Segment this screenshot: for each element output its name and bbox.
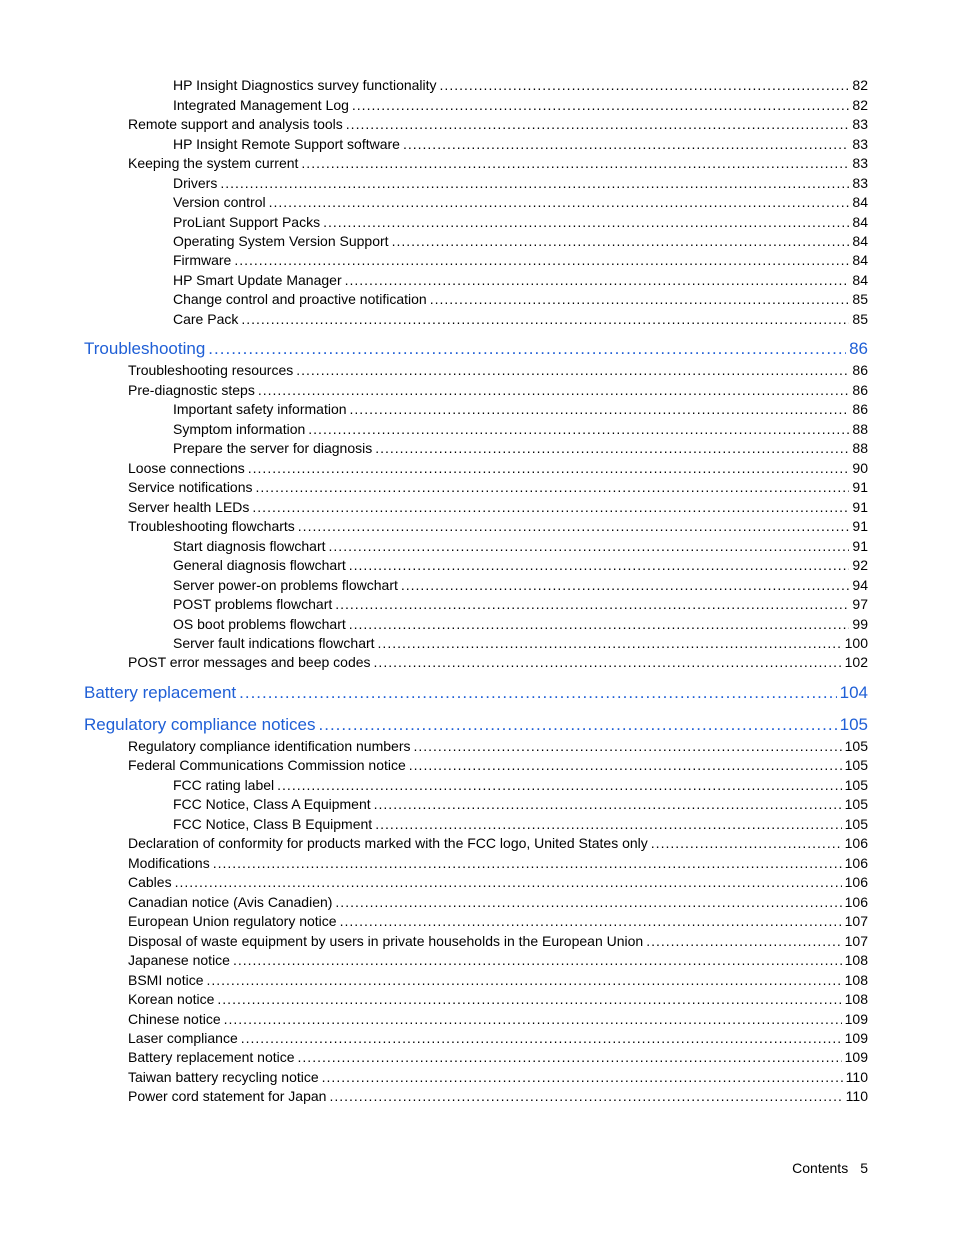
toc-dot-leader (378, 633, 842, 653)
toc-entry-page: 84 (852, 214, 868, 230)
toc-entry-page: 105 (839, 715, 868, 734)
toc-dot-leader (217, 989, 841, 1009)
toc-entry[interactable] (128, 516, 868, 536)
toc-entry[interactable] (173, 555, 868, 575)
toc-dot-leader (323, 212, 849, 232)
toc-entry[interactable] (128, 114, 868, 134)
toc-dot-leader (277, 775, 841, 795)
toc-dot-leader (296, 360, 849, 380)
toc-entry-title: HP Insight Remote Support software (173, 136, 400, 152)
toc-entry-title: Symptom information (173, 421, 306, 437)
toc-entry-title: Regulatory compliance identification numbers (128, 738, 411, 754)
toc-dot-leader (241, 1028, 842, 1048)
toc-entry-title: Prepare the server for diagnosis (173, 440, 373, 456)
toc-entry-title: BSMI notice (128, 972, 204, 988)
toc-entry[interactable] (128, 950, 868, 970)
toc-dot-leader (392, 231, 850, 251)
toc-entry-page: 105 (844, 757, 868, 773)
toc-entry-title: Canadian notice (Avis Canadien) (128, 894, 333, 910)
toc-entry-page: 84 (852, 272, 868, 288)
toc-entry-title: Server power-on problems flowchart (173, 577, 398, 593)
toc-entry-title: Loose connections (128, 460, 245, 476)
toc-entry-title: General diagnosis flowchart (173, 557, 346, 573)
toc-dot-leader (375, 814, 841, 834)
toc-entry-title: Troubleshooting flowcharts (128, 518, 295, 534)
toc-entry-title: Important safety information (173, 401, 347, 417)
toc-dot-leader (335, 594, 849, 614)
toc-entry-page: 84 (852, 233, 868, 249)
toc-entry[interactable] (128, 970, 868, 990)
toc-dot-leader (440, 75, 850, 95)
toc-entry-title: Remote support and analysis tools (128, 116, 343, 132)
toc-entry-page: 109 (844, 1011, 868, 1027)
toc-dot-leader (651, 833, 842, 853)
toc-entry-title: Japanese notice (128, 952, 230, 968)
toc-entry[interactable] (128, 1009, 868, 1029)
toc-entry-page: 88 (852, 421, 868, 437)
toc-entry-page: 82 (852, 77, 868, 93)
toc-dot-leader (298, 516, 850, 536)
toc-entry-title: Keeping the system current (128, 155, 299, 171)
toc-entry-page: 106 (844, 855, 868, 871)
toc-entry-title: OS boot problems flowchart (173, 616, 346, 632)
toc-dot-leader (269, 192, 850, 212)
toc-dot-leader (239, 682, 836, 704)
toc-entry-title: Version control (173, 194, 266, 210)
toc-dot-leader (256, 477, 850, 497)
toc-dot-leader (319, 714, 837, 736)
toc-entry-page: 107 (844, 933, 868, 949)
toc-entry[interactable] (173, 270, 868, 290)
toc-dot-leader (329, 536, 850, 556)
toc-dot-leader (401, 575, 850, 595)
toc-entry[interactable] (128, 458, 868, 478)
toc-entry-title: HP Smart Update Manager (173, 272, 342, 288)
toc-entry-title: Declaration of conformity for products marked with the FCC logo, United States only (128, 835, 648, 851)
toc-entry-title: Laser compliance (128, 1030, 238, 1046)
toc-entry-page: 91 (852, 499, 868, 515)
toc-entry-page: 105 (844, 777, 868, 793)
toc-entry-page: 107 (844, 913, 868, 929)
toc-entry-page: 86 (852, 362, 868, 378)
toc-dot-leader (375, 438, 849, 458)
toc-entry[interactable] (128, 360, 868, 380)
toc-entry-page: 83 (852, 116, 868, 132)
toc-entry-page: 90 (852, 460, 868, 476)
toc-entry-page: 99 (852, 616, 868, 632)
toc-entry[interactable] (128, 989, 868, 1009)
toc-entry[interactable] (173, 95, 868, 115)
toc-dot-leader (335, 892, 841, 912)
toc-entry-page: 84 (852, 252, 868, 268)
toc-entry[interactable] (173, 614, 868, 634)
toc-entry-title: POST problems flowchart (173, 596, 333, 612)
toc-entry-title: Server fault indications flowchart (173, 635, 375, 651)
toc-entry-title: Federal Communications Commission notice (128, 757, 406, 773)
toc-entry-page: 109 (844, 1049, 868, 1065)
toc-entry[interactable] (173, 594, 868, 614)
toc-dot-leader (298, 1047, 842, 1067)
toc-entry-page: 85 (852, 311, 868, 327)
toc-dot-leader (224, 1009, 842, 1029)
toc-dot-leader (252, 497, 849, 517)
toc-entry[interactable] (173, 775, 868, 795)
toc-entry-title: POST error messages and beep codes (128, 654, 371, 670)
toc-entry[interactable] (128, 853, 868, 873)
toc-entry-page: 85 (852, 291, 868, 307)
toc-dot-leader (346, 114, 850, 134)
toc-entry-title: Start diagnosis flowchart (173, 538, 326, 554)
toc-entry[interactable] (128, 833, 868, 853)
toc-entry-page: 106 (844, 835, 868, 851)
toc-entry-page: 104 (839, 683, 868, 702)
toc-entry-title: Taiwan battery recycling notice (128, 1069, 319, 1085)
toc-entry-page: 110 (845, 1069, 868, 1085)
toc-entry[interactable] (173, 75, 868, 95)
toc-dot-leader (220, 173, 849, 193)
toc-dot-leader (349, 555, 850, 575)
toc-entry-title: ProLiant Support Packs (173, 214, 321, 230)
toc-dot-leader (413, 736, 841, 756)
toc-entry-page: 105 (844, 796, 868, 812)
toc-entry[interactable] (128, 892, 868, 912)
toc-entry-title: Firmware (173, 252, 232, 268)
toc-entry-page: 100 (844, 635, 868, 651)
toc-entry[interactable] (173, 134, 868, 154)
toc-entry-page: 91 (852, 479, 868, 495)
toc-entry-title: FCC rating label (173, 777, 275, 793)
toc-entry-page: 84 (852, 194, 868, 210)
toc-entry[interactable] (128, 872, 868, 892)
toc-entry-page: 108 (844, 952, 868, 968)
toc-entry-title: FCC Notice, Class A Equipment (173, 796, 371, 812)
toc-entry[interactable] (173, 173, 868, 193)
toc-dot-leader (403, 134, 849, 154)
toc-entry-title: Care Pack (173, 311, 239, 327)
toc-entry-page: 97 (852, 596, 868, 612)
toc-dot-leader (352, 95, 850, 115)
toc-entry[interactable] (173, 192, 868, 212)
toc-chapter-entry[interactable] (84, 714, 868, 736)
toc-dot-leader (175, 872, 842, 892)
toc-entry-title: Pre-diagnostic steps (128, 382, 255, 398)
toc-dot-leader (350, 399, 850, 419)
toc-entry[interactable] (173, 212, 868, 232)
toc-entry-title: Operating System Version Support (173, 233, 389, 249)
toc-entry[interactable] (128, 652, 868, 672)
toc-entry-page: 86 (849, 339, 868, 358)
toc-dot-leader (258, 380, 850, 400)
toc-entry[interactable] (173, 814, 868, 834)
toc-entry-page: 106 (844, 894, 868, 910)
toc-entry[interactable] (173, 309, 868, 329)
toc-entry-page: 86 (852, 401, 868, 417)
toc-entry[interactable] (173, 575, 868, 595)
toc-dot-leader (374, 652, 842, 672)
toc-entry-title: Troubleshooting (84, 339, 206, 358)
toc-entry[interactable] (173, 289, 868, 309)
toc-dot-leader (308, 419, 849, 439)
toc-dot-leader (345, 270, 850, 290)
toc-entry-page: 82 (852, 97, 868, 113)
toc-entry-page: 108 (844, 991, 868, 1007)
toc-entry-page: 83 (852, 155, 868, 171)
toc-entry-page: 106 (844, 874, 868, 890)
toc-entry-title: European Union regulatory notice (128, 913, 337, 929)
toc-entry[interactable] (173, 438, 868, 458)
toc-entry[interactable] (128, 736, 868, 756)
toc-dot-leader (206, 970, 841, 990)
toc-dot-leader (329, 1086, 842, 1106)
toc-entry-title: Server health LEDs (128, 499, 250, 515)
toc-entry[interactable] (173, 250, 868, 270)
toc-entry-page: 109 (844, 1030, 868, 1046)
toc-entry-title: FCC Notice, Class B Equipment (173, 816, 373, 832)
toc-entry-page: 105 (844, 816, 868, 832)
toc-entry-title: Korean notice (128, 991, 215, 1007)
toc-chapter-entry[interactable] (84, 338, 868, 360)
toc-entry[interactable] (173, 633, 868, 653)
toc-entry-page: 83 (852, 136, 868, 152)
toc-entry-title: Cables (128, 874, 172, 890)
toc-dot-leader (349, 614, 850, 634)
toc-entry-page: 91 (852, 538, 868, 554)
page-footer (792, 1158, 868, 1178)
toc-entry-page: 110 (845, 1088, 868, 1104)
toc-entry[interactable] (128, 931, 868, 951)
toc-entry-title: Battery replacement notice (128, 1049, 295, 1065)
toc-entry-title: HP Insight Diagnostics survey functionality (173, 77, 437, 93)
toc-entry[interactable] (173, 536, 868, 556)
toc-entry[interactable] (128, 1028, 868, 1048)
toc-entry-title: Integrated Management Log (173, 97, 349, 113)
toc-dot-leader (248, 458, 850, 478)
toc-chapter-entry[interactable] (84, 682, 868, 704)
toc-entry[interactable] (128, 755, 868, 775)
toc-entry[interactable] (128, 477, 868, 497)
toc-dot-leader (241, 309, 849, 329)
toc-entry-page: 105 (844, 738, 868, 754)
toc-entry-title: Troubleshooting resources (128, 362, 294, 378)
toc-dot-leader (374, 794, 842, 814)
toc-entry-page: 86 (852, 382, 868, 398)
toc-entry[interactable] (128, 1067, 868, 1087)
toc-entry-title: Drivers (173, 175, 218, 191)
toc-entry-title: Service notifications (128, 479, 253, 495)
toc-entry[interactable] (173, 794, 868, 814)
toc-entry[interactable] (128, 380, 868, 400)
toc-entry-title: Disposal of waste equipment by users in private households in the European Union (128, 933, 644, 949)
toc-entry-page: 83 (852, 175, 868, 191)
toc-entry[interactable] (173, 231, 868, 251)
toc-dot-leader (234, 250, 849, 270)
toc-entry[interactable] (128, 1047, 868, 1067)
toc-entry[interactable] (128, 153, 868, 173)
footer-label: Contents (792, 1160, 849, 1176)
toc-entry-title: Regulatory compliance notices (84, 715, 316, 734)
toc-entry-page: 94 (852, 577, 868, 593)
toc-entry[interactable] (128, 1086, 868, 1106)
toc-entry-title: Modifications (128, 855, 210, 871)
toc-dot-leader (322, 1067, 843, 1087)
toc-entry[interactable] (128, 911, 868, 931)
toc-dot-leader (301, 153, 849, 173)
toc-entry[interactable] (173, 419, 868, 439)
toc-entry[interactable] (173, 399, 868, 419)
toc-entry-page: 92 (852, 557, 868, 573)
toc-dot-leader (233, 950, 842, 970)
toc-entry-title: Chinese notice (128, 1011, 221, 1027)
toc-entry-title: Change control and proactive notification (173, 291, 427, 307)
toc-dot-leader (208, 338, 846, 360)
toc-entry-page: 102 (844, 654, 868, 670)
toc-entry[interactable] (128, 497, 868, 517)
toc-dot-leader (340, 911, 842, 931)
toc-entry-page: 88 (852, 440, 868, 456)
toc-entry-page: 91 (852, 518, 868, 534)
toc-dot-leader (430, 289, 850, 309)
toc-entry-page: 108 (844, 972, 868, 988)
toc-entry-title: Battery replacement (84, 683, 237, 702)
toc-dot-leader (646, 931, 841, 951)
toc-entry-title: Power cord statement for Japan (128, 1088, 327, 1104)
toc-dot-leader (409, 755, 842, 775)
toc-dot-leader (213, 853, 842, 873)
footer-page-number: 5 (860, 1160, 868, 1176)
